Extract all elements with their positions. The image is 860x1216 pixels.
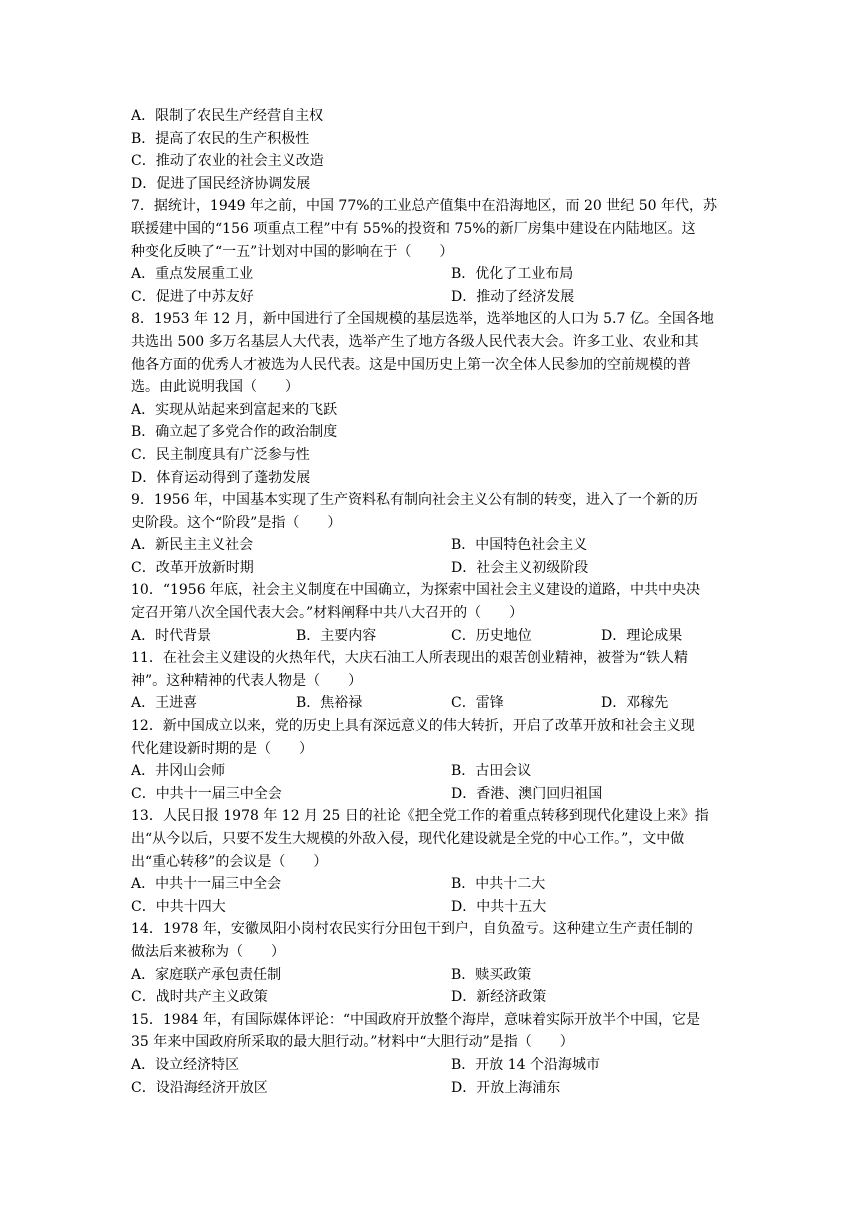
options-row xyxy=(131,964,731,987)
option-c: C．历史地位 xyxy=(451,627,532,644)
option-d: D．促进了国民经济协调发展 xyxy=(131,175,311,192)
option-c: C．战时共产主义政策 xyxy=(131,989,268,1006)
options-row xyxy=(131,760,731,783)
option-d: D．社会主义初级阶段 xyxy=(451,559,589,576)
question-stem-line: 35 年来中国政府所采取的最大胆行动。”材料中“大胆行动”是指（ ） xyxy=(131,1034,574,1051)
question-stem-line: 代化建设新时期的是（ ） xyxy=(131,740,313,757)
question-12 xyxy=(131,715,731,805)
question-13 xyxy=(131,805,731,918)
options-row xyxy=(131,896,731,919)
question-15 xyxy=(131,1009,731,1099)
question-stem-line: 10．“1956 年底，社会主义制度在中国确立，为探索中国社会主义建设的道路，中共中央决 xyxy=(131,582,701,599)
question-stem-line: 7．据统计，1949 年之前，中国 77%的工业总产值集中在沿海地区，而 20 世纪 50 年代，苏 xyxy=(131,198,717,215)
option-d: D．邓稼先 xyxy=(601,695,669,712)
option-b: B．古田会议 xyxy=(451,763,532,780)
option-a: A．重点发展重工业 xyxy=(131,266,254,283)
question-stem-line: 种变化反映了“一五”计划对中国的影响在于（ ） xyxy=(131,243,454,260)
question-stem-line: 做法后来被称为（ ） xyxy=(131,943,285,960)
question-stem-line: 9．1956 年，中国基本实现了生产资料私有制向社会主义公有制的转变，进入了一个新的历 xyxy=(131,492,698,509)
options-row xyxy=(131,986,731,1009)
option-a: A．限制了农民生产经营自主权 xyxy=(131,108,324,124)
question-stem-line: 11．在社会主义建设的火热年代，大庆石油工人所表现出的艰苦创业精神，被誉为“铁人精 xyxy=(131,650,688,667)
options-row xyxy=(131,625,731,648)
question-stem-line: 8．1953 年 12 月，新中国进行了全国规模的基层选举，选举地区的人口为 5.7 亿。全国各地 xyxy=(131,311,714,328)
option-c: C．设沿海经济开放区 xyxy=(131,1079,268,1096)
question-10 xyxy=(131,579,731,647)
question-stem-line: 他各方面的优秀人才被选为人民代表。这是中国历史上第一次全体人民参加的空前规模的普 xyxy=(131,356,691,373)
question-stem-line: 史阶段。这个“阶段”是指（ ） xyxy=(131,514,342,531)
question-stem-line: 出“从今以后，只要不发生大规模的外敌入侵，现代化建设就是全党的中心工作。”，文中做 xyxy=(131,831,685,847)
option-d: D．开放上海浦东 xyxy=(451,1079,561,1096)
option-a: A．新民主主义社会 xyxy=(131,537,254,554)
options-row xyxy=(131,1054,731,1077)
question-11 xyxy=(131,647,731,715)
option-b: B．赎买政策 xyxy=(451,966,532,983)
option-d: D．理论成果 xyxy=(601,627,683,644)
question-stem-line: 选。由此说明我国（ ） xyxy=(131,379,299,396)
question-14 xyxy=(131,918,731,1008)
question-7 xyxy=(131,195,731,308)
option-b: B．优化了工业布局 xyxy=(451,266,574,283)
options-row xyxy=(131,263,731,286)
options-row xyxy=(131,692,731,715)
option-c: C．民主制度具有广泛参与性 xyxy=(131,446,310,463)
question-stem-line: 15．1984 年，有国际媒体评论：“中国政府开放整个海岸，意味着实际开放半个中国，它是 xyxy=(131,1011,701,1028)
options-row xyxy=(131,873,731,896)
option-a: A．井冈山会师 xyxy=(131,763,226,780)
question-9 xyxy=(131,489,731,579)
question-stem-line: 神”。这种精神的代表人物是（ ） xyxy=(131,672,363,689)
options-row xyxy=(131,534,731,557)
question-stem-line: 联援建中国的“156 项重点工程”中有 55%的投资和 75%的新厂房集中建设在内陆地区。这 xyxy=(131,220,696,237)
option-a: A．家庭联产承包责任制 xyxy=(131,966,282,983)
option-d: D．中共十五大 xyxy=(451,898,547,915)
question-stem-line: 定召开第八次全国代表大会。”材料阐释中共八大召开的（ ） xyxy=(131,605,524,622)
option-a: A．时代背景 xyxy=(131,627,212,644)
option-a: A．实现从站起来到富起来的飞跃 xyxy=(131,401,338,418)
question-stem-line: 14．1978 年，安徽凤阳小岗村农民实行分田包干到户，自负盈亏。这种建立生产责任制的 xyxy=(131,921,693,938)
option-b: B．提高了农民的生产积极性 xyxy=(131,130,310,147)
option-b: B．中共十二大 xyxy=(451,876,546,893)
question-6-options xyxy=(131,105,731,195)
option-b: B．开放 14 个沿海城市 xyxy=(451,1056,601,1073)
option-c: C．推动了农业的社会主义改造 xyxy=(131,153,324,170)
question-stem-line: 出“重心转移”的会议是（ ） xyxy=(131,853,328,870)
option-b: B．主要内容 xyxy=(296,627,377,644)
question-8 xyxy=(131,308,731,489)
option-d: D．香港、澳门回归祖国 xyxy=(451,785,603,802)
option-c: C．中共十一届三中全会 xyxy=(131,785,282,802)
option-c: C．改革开放新时期 xyxy=(131,559,254,576)
option-c: C．雷锋 xyxy=(451,695,504,712)
option-d: D．体育运动得到了蓬勃发展 xyxy=(131,469,311,486)
option-d: D．新经济政策 xyxy=(451,989,547,1006)
option-d: D．推动了经济发展 xyxy=(451,288,575,305)
options-row xyxy=(131,783,731,806)
option-b: B．焦裕禄 xyxy=(296,695,363,712)
option-b: B．确立起了多党合作的政治制度 xyxy=(131,424,338,441)
options-row xyxy=(131,1077,731,1100)
option-a: A．设立经济特区 xyxy=(131,1056,240,1073)
question-stem-line: 12．新中国成立以来，党的历史上具有深远意义的伟大转折，开启了改革开放和社会主义现 xyxy=(131,718,695,735)
option-c: C．中共十四大 xyxy=(131,898,226,915)
option-c: C．促进了中苏友好 xyxy=(131,288,254,305)
question-stem-line: 共选出 500 多万名基层人大代表，选举产生了地方各级人民代表大会。许多工业、农业和其 xyxy=(131,333,699,350)
options-row xyxy=(131,557,731,580)
question-stem-line: 13．人民日报 1978 年 12 月 25 日的社论《把全党工作的着重点转移到现代化建设上来》指 xyxy=(131,808,709,825)
option-b: B．中国特色社会主义 xyxy=(451,537,588,554)
options-row xyxy=(131,286,731,309)
exam-page xyxy=(131,105,731,1099)
option-a: A．王进喜 xyxy=(131,695,198,712)
option-a: A．中共十一届三中全会 xyxy=(131,876,282,893)
